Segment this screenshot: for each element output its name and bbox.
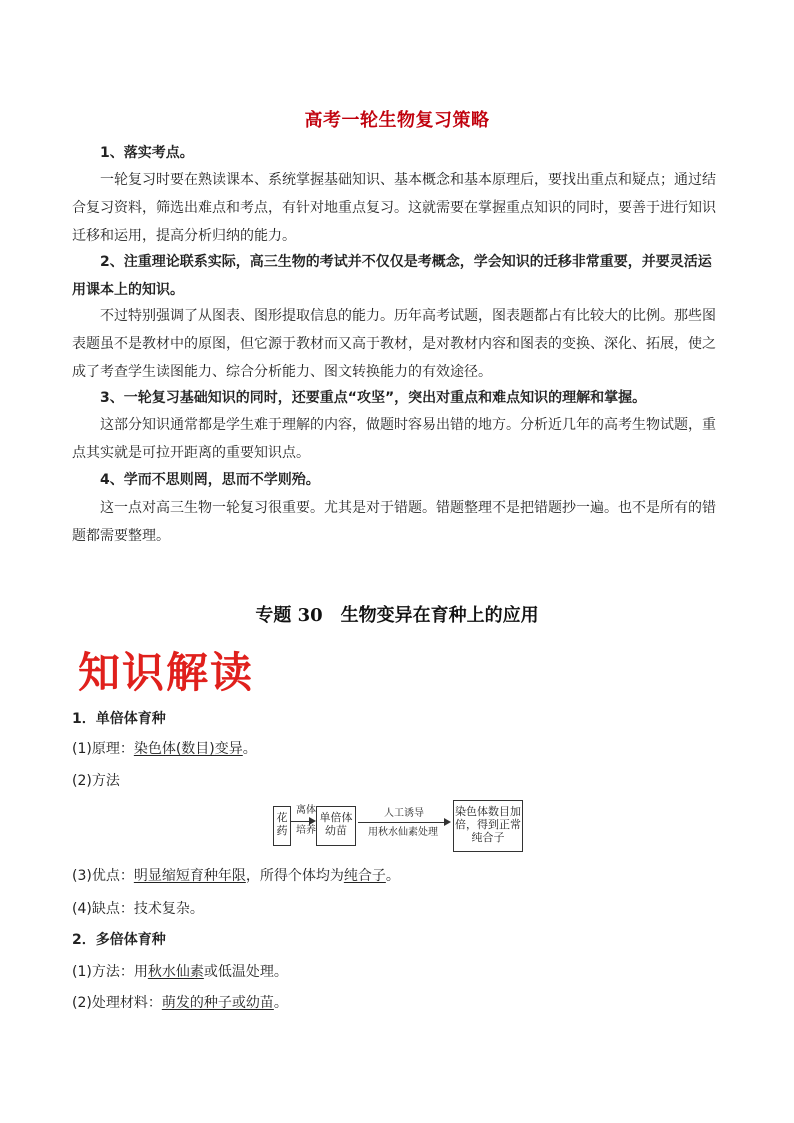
section2-material bbox=[72, 992, 288, 1012]
arrow2-bottom-label: 用秋水仙素处理 bbox=[368, 827, 438, 838]
arrow1-bottom-label: 培养 bbox=[296, 825, 316, 836]
diagram-box-seedling: 单倍体幼苗 bbox=[316, 806, 356, 846]
section1-method: (2)方法 bbox=[72, 773, 120, 789]
diagram-box-result: 染色体数目加倍，得到正常纯合子 bbox=[453, 800, 523, 852]
strategy-body-1: 一轮复习时要在熟读课本、系统掌握基础知识、基本概念和基本原理后，要找出重点和疑点；通过结合复习资料，筛选出难点和考点，有针对地重点复习。这就需要在掌握重点知识的同时，要善于进行知识迁移和运用，提高分析归纳的能力。 bbox=[72, 172, 716, 244]
arrow2-line bbox=[358, 822, 446, 823]
material-label: (2)处理材料： bbox=[72, 995, 162, 1011]
arrow1-line bbox=[291, 821, 311, 822]
advantage-value: 明显缩短育种年限 bbox=[133, 868, 246, 884]
method-value: 秋水仙素 bbox=[147, 964, 204, 980]
strategy-head-3: 3、一轮复习基础知识的同时，还要重点“攻坚”，突出对重点和难点知识的理解和掌握。 bbox=[100, 390, 647, 406]
section1-principle bbox=[72, 738, 257, 758]
arrow1-head-icon bbox=[309, 817, 316, 825]
arrow1-top-label: 离体 bbox=[296, 805, 316, 816]
method-label: (1)方法：用 bbox=[72, 964, 148, 980]
section1-advantage bbox=[72, 865, 400, 885]
section2-method bbox=[72, 961, 288, 981]
topic-title: 专题 30 生物变异在育种上的应用 bbox=[255, 605, 539, 626]
strategy-head-2: 2、注重理论联系实际，高三生物的考试并不仅仅是考概念，学会知识的迁移非常重要，并要灵活运用课本上的知识。 bbox=[72, 254, 712, 298]
advantage-end: 。 bbox=[385, 868, 400, 884]
strategy-body-4: 这一点对高三生物一轮复习很重要。尤其是对于错题。错题整理不是把错题抄一遍。也不是所有的错题都需要整理。 bbox=[72, 500, 716, 544]
page-title: 高考一轮生物复习策略 bbox=[304, 110, 490, 131]
principle-label: (1)原理： bbox=[72, 741, 134, 757]
advantage-value-2: 纯合子 bbox=[343, 868, 386, 884]
strategy-head-4: 4、学而不思则罔，思而不学则殆。 bbox=[100, 472, 320, 488]
arrow2-head-icon bbox=[444, 818, 451, 826]
strategy-body-2: 不过特别强调了从图表、图形提取信息的能力。历年高考试题，图表题都占有比较大的比例。那些图表题虽不是教材中的原图，但它源于教材而又高于教材，是对教材内容和图表的变换、深化、拓展，使之成了考查学生读图能力、综合分析能力、图文转换能力的有效途径。 bbox=[72, 308, 716, 380]
section1-disadvantage: (4)缺点：技术复杂。 bbox=[72, 901, 204, 917]
principle-end: 。 bbox=[242, 741, 257, 757]
advantage-label: (3)优点： bbox=[72, 868, 134, 884]
principle-value: 染色体(数目)变异 bbox=[133, 741, 243, 757]
strategy-body-3: 这部分知识通常都是学生难于理解的内容，做题时容易出错的地方。分析近几年的高考生物试题，重点其实就是可拉开距离的重要知识点。 bbox=[72, 417, 716, 461]
knowledge-banner: 知识解读 bbox=[78, 648, 255, 697]
diagram-box-anther: 花药 bbox=[273, 806, 291, 846]
material-end: 。 bbox=[273, 995, 288, 1011]
strategy-head-1: 1、落实考点。 bbox=[100, 145, 194, 161]
method-end: 或低温处理。 bbox=[203, 964, 288, 980]
section1-heading: 1．单倍体育种 bbox=[72, 711, 166, 727]
advantage-mid: ，所得个体均为 bbox=[245, 868, 344, 884]
arrow2-top-label: 人工诱导 bbox=[384, 808, 424, 819]
material-value: 萌发的种子或幼苗 bbox=[161, 995, 274, 1011]
section2-heading: 2．多倍体育种 bbox=[72, 932, 166, 948]
